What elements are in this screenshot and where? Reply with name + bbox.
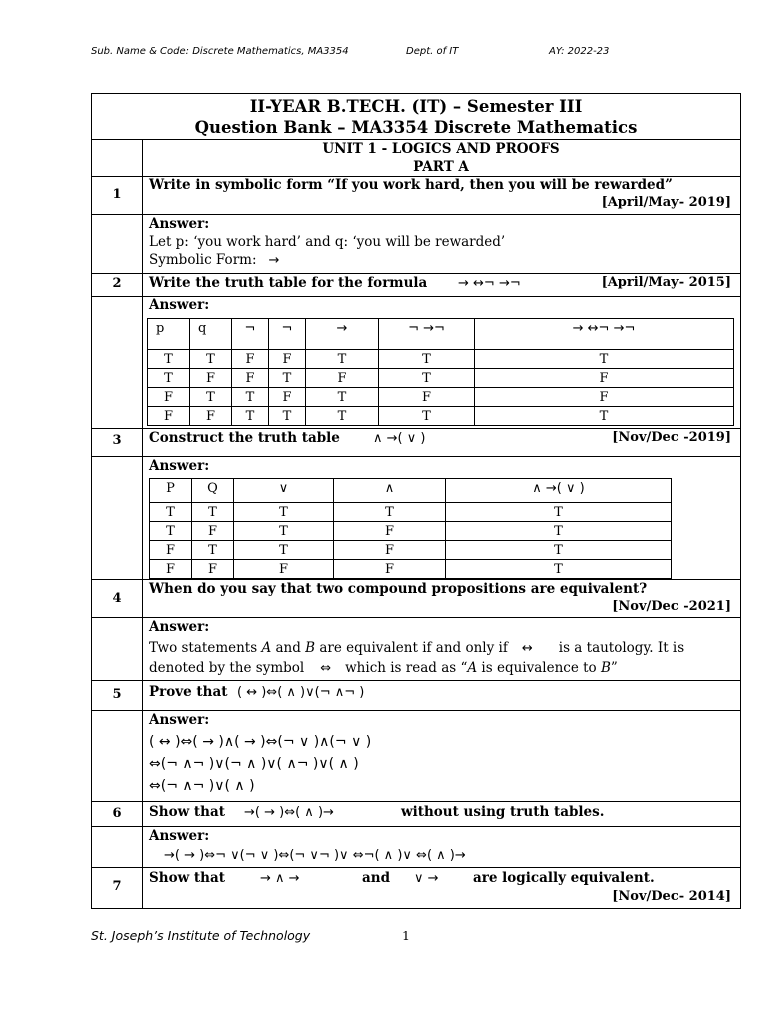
table-cell: T (306, 350, 379, 369)
answer-text: Two statements A and B are equivalent if and only if ↔ is a tautology. It is (149, 640, 685, 656)
table-cell: F (475, 388, 734, 407)
table-cell: F (306, 369, 379, 388)
proof-line: ( ↔ )⇔( → )∧( → )⇔(¬ ∨ )∧(¬ ∨ ) (149, 734, 372, 750)
question-number: 2 (112, 276, 122, 291)
column-header: ¬ →¬ (379, 319, 475, 350)
question-bank-table (91, 93, 741, 909)
table-cell: T (306, 388, 379, 407)
question-number: 7 (112, 879, 122, 894)
table-cell: F (192, 522, 234, 541)
table-cell: T (306, 407, 379, 426)
formula: → ∧ → (260, 871, 300, 886)
table-cell: T (232, 407, 269, 426)
exam-reference: [Nov/Dec- 2014] (612, 889, 731, 904)
table-cell: F (334, 560, 446, 579)
table-cell: F (148, 388, 190, 407)
table-row (148, 407, 734, 426)
table-cell: F (232, 369, 269, 388)
truth-table (147, 318, 734, 426)
table-cell: T (446, 503, 672, 522)
table-cell: T (475, 407, 734, 426)
table-cell: T (446, 522, 672, 541)
answer-text: denoted by the symbol ⇔ which is read as “A is equivalence to B” (149, 660, 618, 676)
answer-text: Symbolic Form: → (149, 252, 280, 268)
column-header: → (306, 319, 379, 350)
table-cell: T (192, 541, 234, 560)
table-row (148, 350, 734, 369)
table-cell: T (379, 369, 475, 388)
table-cell: T (446, 560, 672, 579)
part-title: PART A (413, 159, 469, 175)
table-cell: T (234, 522, 334, 541)
question-number: 3 (112, 433, 122, 448)
title-line-2: Question Bank – MA3354 Discrete Mathematics (194, 118, 638, 137)
proof-line: →( → )⇔¬ ∨(¬ ∨ )⇔(¬ ∨¬ )∨ ⇔¬( ∧ )∨ ⇔( ∧ )→ (164, 848, 466, 863)
table-row (148, 388, 734, 407)
table-cell: T (190, 388, 232, 407)
proof-line: ⇔(¬ ∧¬ )∨(¬ ∧ )∨( ∧¬ )∨( ∧ ) (149, 756, 359, 772)
table-cell: T (269, 369, 306, 388)
answer-label: Answer: (149, 712, 210, 728)
table-cell: F (334, 522, 446, 541)
table-cell: T (192, 503, 234, 522)
answer-label: Answer: (149, 297, 210, 313)
column-header: ¬ (232, 319, 269, 350)
question-text: Show that (149, 870, 225, 886)
question-number: 4 (112, 591, 122, 606)
answer-label: Answer: (149, 828, 210, 844)
table-cell: F (234, 560, 334, 579)
table-row (150, 560, 672, 579)
question-text: without using truth tables. (401, 804, 605, 820)
formula: → (268, 253, 280, 268)
table-cell: F (190, 407, 232, 426)
footer-institute: St. Joseph’s Institute of Technology (91, 928, 311, 943)
question-number: 6 (112, 806, 122, 821)
table-row (148, 369, 734, 388)
question-text: Write in symbolic form “If you work hard, then you will be rewarded” (149, 177, 673, 193)
table-cell: F (475, 369, 734, 388)
table-row (150, 503, 672, 522)
table-cell: T (232, 388, 269, 407)
question-text: Show that (149, 804, 225, 820)
question-number: 1 (112, 187, 122, 202)
table-cell: F (232, 350, 269, 369)
exam-reference: [April/May- 2019] (601, 195, 731, 210)
table-cell: T (150, 522, 192, 541)
exam-reference: [April/May- 2015] (601, 275, 731, 290)
table-cell: T (234, 541, 334, 560)
formula: ( ↔ )⇔( ∧ )∨(¬ ∧¬ ) (237, 685, 365, 700)
formula: → ↔¬ →¬ (458, 276, 521, 291)
question-text: Write the truth table for the formula (149, 275, 428, 291)
answer-text: Let p: ‘you work hard’ and q: ‘you will be rewarded’ (149, 234, 506, 250)
table-cell: T (379, 407, 475, 426)
column-header: P (150, 479, 192, 503)
column-header: → ↔¬ →¬ (475, 319, 734, 350)
column-header: q (190, 319, 232, 350)
column-header: p (148, 319, 190, 350)
exam-reference: [Nov/Dec -2021] (612, 599, 731, 614)
table-cell: F (148, 407, 190, 426)
truth-table (149, 478, 672, 579)
column-header: ∨ (234, 479, 334, 503)
header-dept: Dept. of IT (406, 46, 459, 57)
title-line-1: II-YEAR B.TECH. (IT) – Semester III (249, 97, 583, 116)
answer-label: Answer: (149, 458, 210, 474)
question-number: 5 (112, 687, 122, 702)
table-cell: F (192, 560, 234, 579)
table-cell: F (269, 388, 306, 407)
table-cell: T (475, 350, 734, 369)
formula: ⇔ (320, 661, 332, 676)
question-text: and (362, 870, 391, 886)
formula: ∧ →( ∨ ) (373, 431, 426, 446)
table-cell: F (190, 369, 232, 388)
question-text: Prove that (149, 684, 228, 700)
unit-title: UNIT 1 - LOGICS AND PROOFS (322, 141, 560, 157)
formula: ∨ → (414, 871, 439, 886)
answer-label: Answer: (149, 216, 210, 232)
answer-label: Answer: (149, 619, 210, 635)
table-cell: T (190, 350, 232, 369)
page-number: 1 (402, 928, 410, 943)
column-header: ∧ →( ∨ ) (446, 479, 672, 503)
table-cell: F (150, 560, 192, 579)
table-cell: F (334, 541, 446, 560)
table-cell: T (234, 503, 334, 522)
table-cell: F (150, 541, 192, 560)
table-cell: F (269, 350, 306, 369)
formula: →( → )⇔( ∧ )→ (244, 805, 334, 820)
table-cell: T (148, 369, 190, 388)
table-cell: T (379, 350, 475, 369)
question-text: are logically equivalent. (473, 870, 655, 886)
table-cell: T (334, 503, 446, 522)
formula: ↔ (521, 641, 533, 656)
table-cell: T (148, 350, 190, 369)
truth-table-header-row (150, 479, 672, 503)
question-text: When do you say that two compound propositions are equivalent? (149, 581, 648, 597)
table-row (150, 541, 672, 560)
truth-table-header-row (148, 319, 734, 350)
header-academic-year: AY: 2022-23 (549, 46, 610, 57)
column-header: ¬ (269, 319, 306, 350)
column-header: Q (192, 479, 234, 503)
column-header: ∧ (334, 479, 446, 503)
header-subject: Sub. Name & Code: Discrete Mathematics, MA3354 (91, 46, 349, 57)
exam-reference: [Nov/Dec -2019] (612, 430, 731, 445)
table-row (150, 522, 672, 541)
proof-line: ⇔(¬ ∧¬ )∨( ∧ ) (149, 778, 255, 794)
table-cell: T (269, 407, 306, 426)
table-cell: F (379, 388, 475, 407)
question-text: Construct the truth table (149, 430, 340, 446)
table-cell: T (446, 541, 672, 560)
table-cell: T (150, 503, 192, 522)
